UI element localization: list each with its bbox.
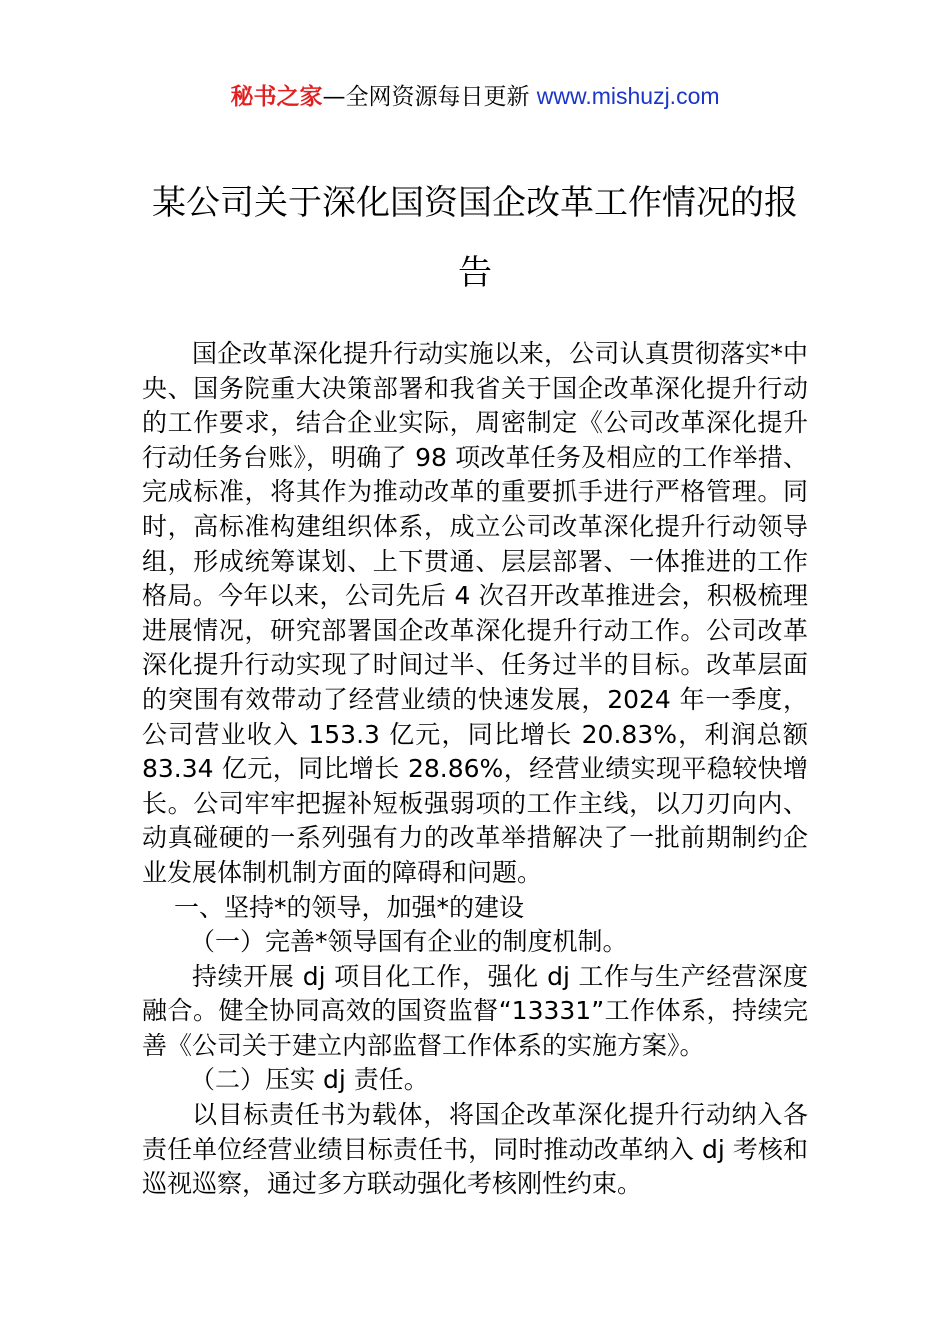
site-brand: 秘书之家 xyxy=(230,84,323,110)
document-title: 某公司关于深化国资国企改革工作情况的报告 xyxy=(152,183,798,293)
subsection-heading: （一）完善*领导国有企业的制度机制。 xyxy=(190,927,628,957)
site-url-link[interactable]: www.mishuzj.com xyxy=(536,83,720,109)
body-paragraph: 持续开展 dj 项目化工作，强化 dj 工作与生产经营深度融合。健全协同高效的国资监督“13331”工作体系，持续完善《公司关于建立内部监督工作体系的实施方案》。 xyxy=(142,961,808,1060)
section-heading: 一、坚持*的领导，加强*的建设 xyxy=(174,892,525,922)
site-header xyxy=(0,80,950,113)
intro-paragraph: 国企改革深化提升行动实施以来，公司认真贯彻落实*中央、国务院重大决策部署和我省关于国企改革深化提升行动的工作要求，结合企业实际，周密制定《公司改革深化提升行动任务台账》，明确了 98 项改革任务及相应的工作举措、完成标准，将其作为推动改革的重要抓手进行严格管理。同时，高标准构建组织体系，成立公司改革深化提升行动领导组，形成统筹谋划、上下贯通、层层部署、一体推进的工作格局。今年以来，公司先后 4 次召开改革推进会，积极梳理进展情况，研究部署国企改革深化提升行动工作。公司改革深化提升行动实现了时间过半、任务过半的目标。改革层面的突围有效带动了经营业绩的快速发展，2024 年一季度，公司营业收入 153.3 亿元，同比增长 20.83%，利润总额 83.34 亿元，同比增长 28.86%，经营业绩实现平稳较快增长。公司牢牢把握补短板强弱项的工作主线，以刀刃向内、动真碰硬的一系列强有力的改革举措解决了一批前期制约企业发展体制机制方面的障碍和问题。 xyxy=(142,339,808,887)
site-tagline: —全网资源每日更新 xyxy=(322,84,537,110)
body-paragraph: 以目标责任书为载体，将国企改革深化提升行动纳入各责任单位经营业绩目标责任书，同时推动改革纳入 dj 考核和巡视巡察，通过多方联动强化考核刚性约束。 xyxy=(142,1100,808,1199)
subsection-heading: （二）压实 dj 责任。 xyxy=(190,1065,429,1095)
document-body xyxy=(142,337,808,1202)
